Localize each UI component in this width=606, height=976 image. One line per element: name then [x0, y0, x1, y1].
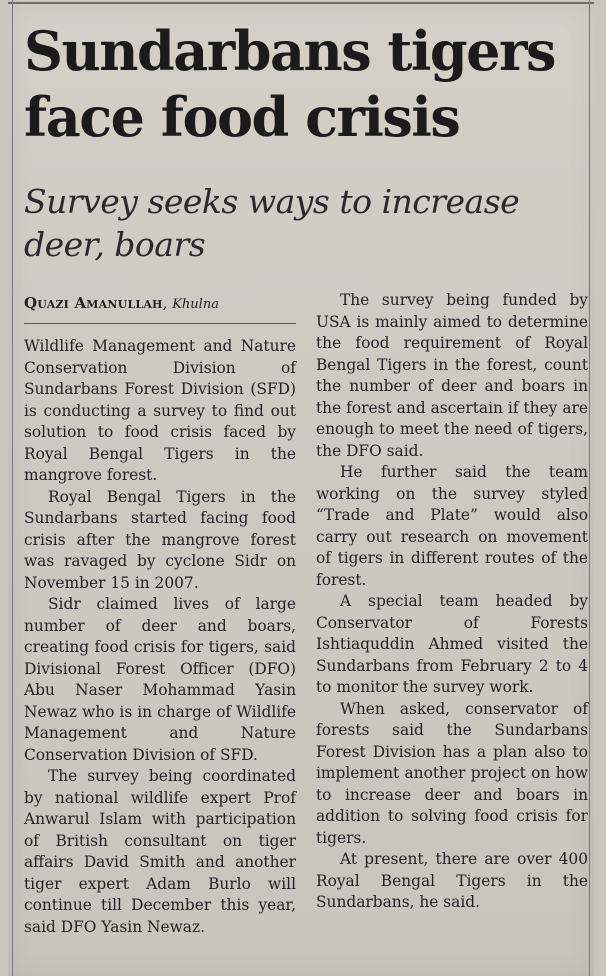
top-rule [8, 2, 594, 4]
byline-location: Khulna [172, 297, 219, 312]
subheadline: Survey seeks ways to increase deer, boars [24, 182, 520, 264]
paragraph: When asked, conservator of forests said the Sundarbans Forest Division has a plan also to implement another project on how to increase deer and boars in addition to solving food crisis for tigers. [316, 699, 588, 847]
newspaper-clipping [8, 0, 594, 976]
paragraph: He further said the team working on the survey styled “Trade and Plate” would also carry out research on movement of tigers in different routes of the forest. [316, 463, 588, 589]
right-rule [589, 0, 590, 976]
paragraph: At present, there are over 400 Royal Bengal Tigers in the Sundarbans, he said. [316, 850, 588, 911]
byline [24, 293, 296, 324]
right-column [316, 290, 588, 914]
paragraph: Wildlife Management and Nature Conservation Division of Sundarbans Forest Division (SFD) is conducting a survey to find out solution to food crisis faced by Royal Bengal Tigers in the mangrove forest. [24, 337, 296, 484]
byline-separator: , [162, 294, 173, 312]
paragraph: The survey being coordinated by national wildlife expert Prof Anwarul Islam with participation of British consultant on tiger affairs David Smith and another tiger expert Adam Burlo will continue till December this year, said DFO Yasin Newaz. [24, 767, 296, 936]
left-column [24, 293, 296, 938]
paragraph: The survey being funded by USA is mainly aimed to determine the food requirement of Royal Bengal Tigers in the forest, count the number of deer and boars in the forest and ascertain if they are enough to meet the need of tigers, the DFO said. [316, 291, 588, 460]
left-rule [12, 0, 13, 976]
byline-author: Quazi Amanullah [24, 294, 163, 312]
paragraph: Royal Bengal Tigers in the Sundarbans started facing food crisis after the mangrove forest was ravaged by cyclone Sidr on November 15 in 2007. [24, 487, 296, 592]
paragraph: Sidr claimed lives of large number of deer and boars, creating food crisis for tigers, said Divisional Forest Officer (DFO) Abu Naser Mohammad Yasin Newaz who is in charge of Wildlife Management and Nature Conservation Division of SFD. [24, 595, 296, 764]
paragraph: A special team headed by Conservator of Forests Ishtiaquddin Ahmed visited the Sundarbans from February 2 to 4 to monitor the survey work. [316, 592, 588, 696]
headline: Sundarbans tigers face food crisis [24, 19, 555, 149]
